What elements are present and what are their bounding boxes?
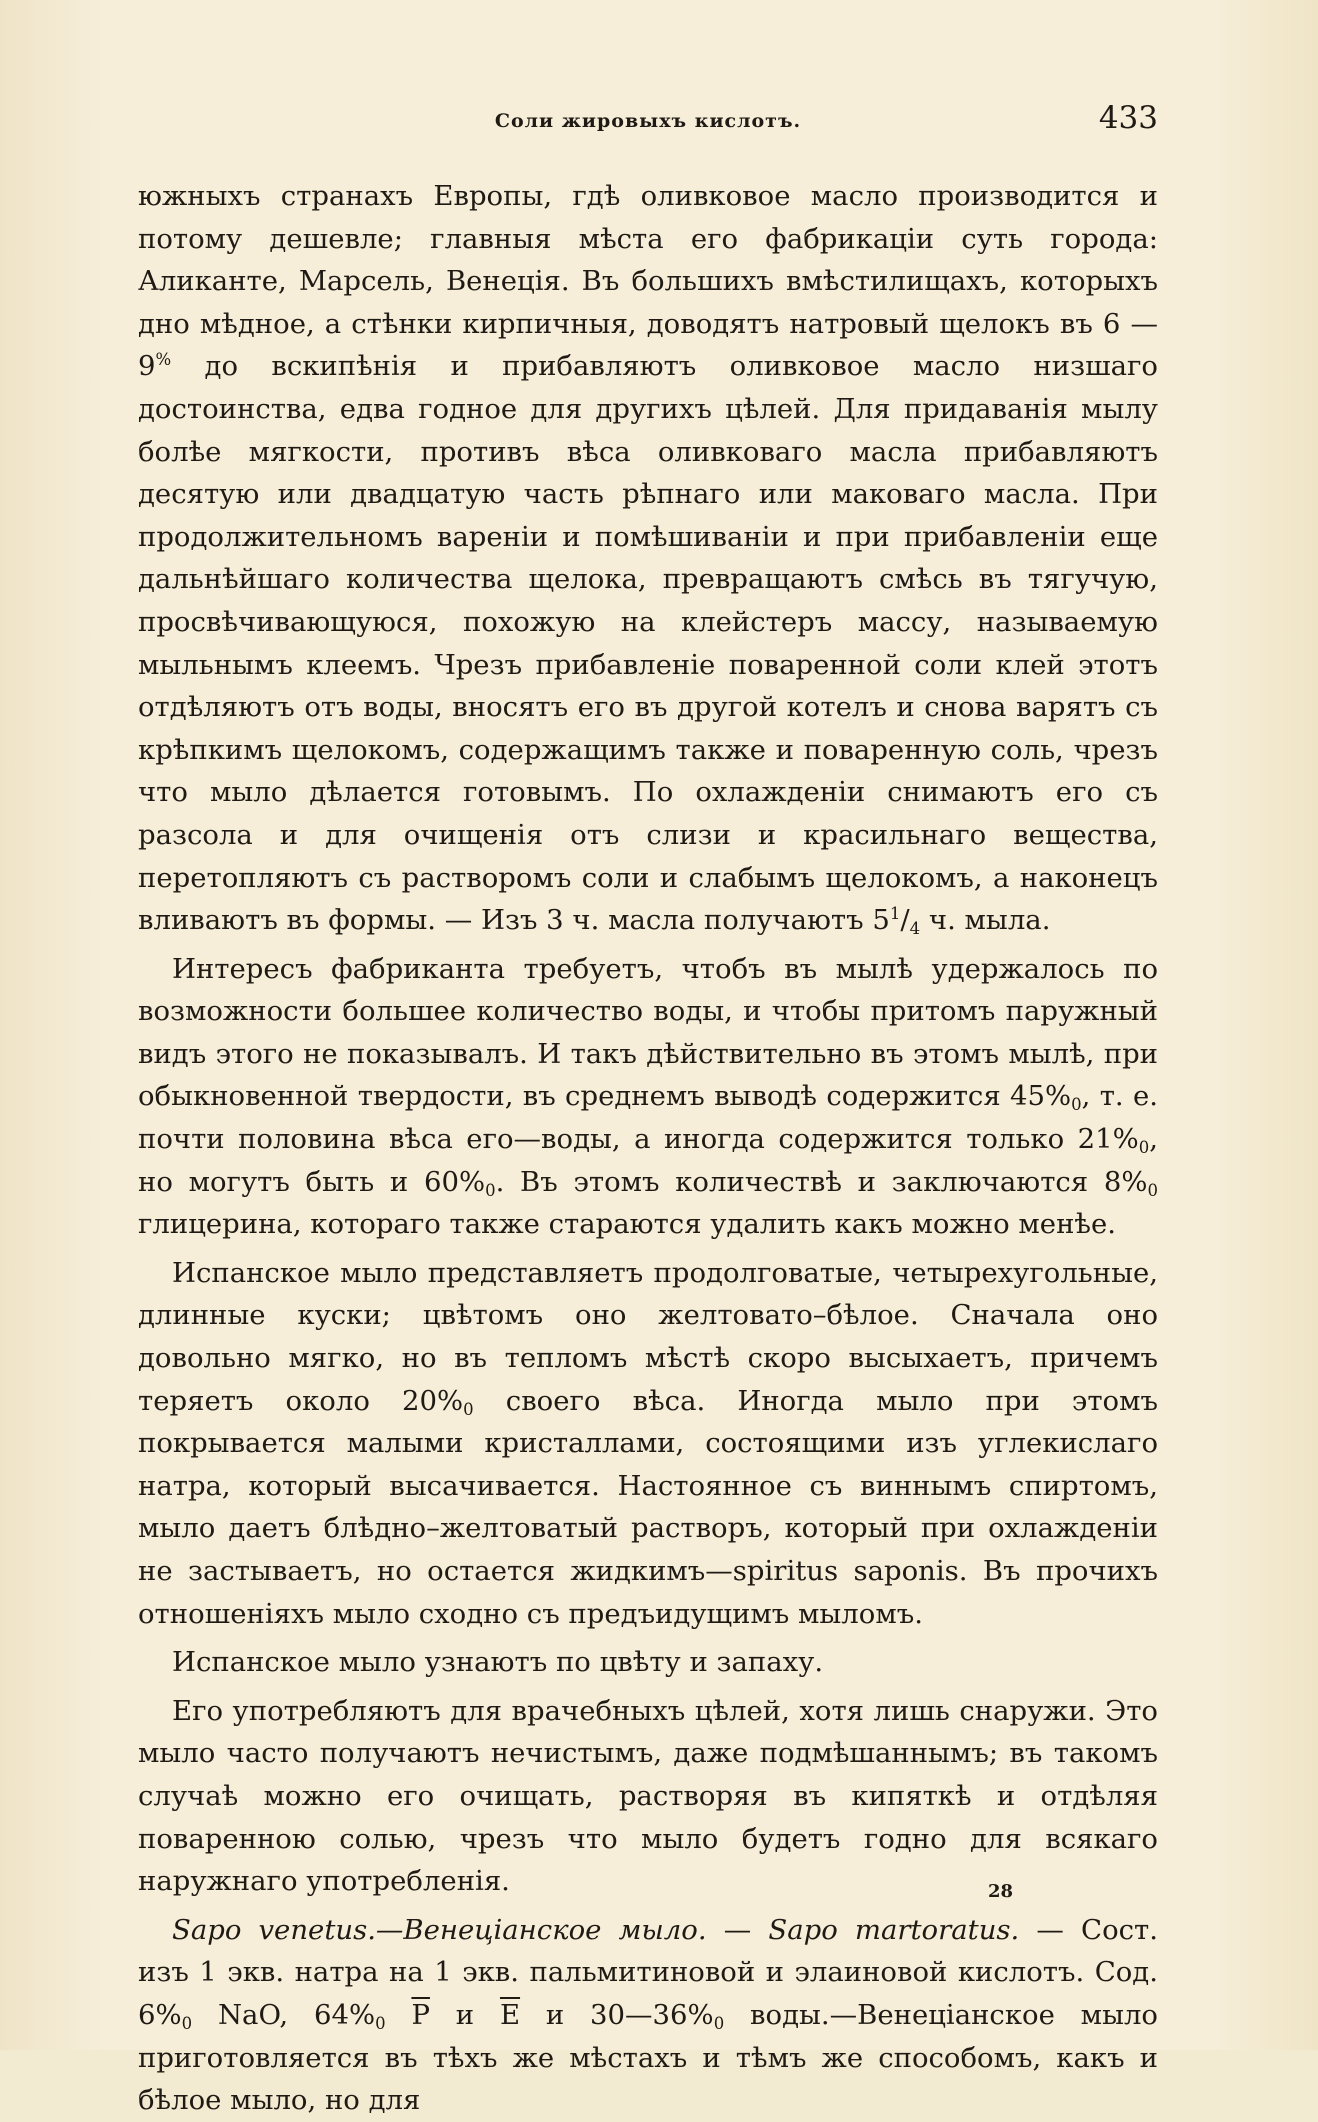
symbol-E: $\overline{E}$: [499, 1998, 521, 2031]
paragraph-6: [138, 1909, 1158, 2122]
paragraph-3-text-a: Испанское мыло представляетъ продолговатые, четырехугольные, длинные куски; цвѣтомъ оно желтовато–бѣлое. Сначала оно довольно мягко, но въ тепломъ мѣстѣ скоро высыхаетъ, причемъ теряетъ около 20: [138, 1256, 1158, 1417]
percent-zero: 0: [485, 1180, 496, 1200]
paragraph-2-text-d: . Въ этомъ количествѣ и заключаются 8: [495, 1165, 1122, 1198]
paragraph-3: [138, 1252, 1158, 1635]
percent-zero: 0: [1147, 1180, 1159, 1200]
percent-zero: 0: [1138, 1138, 1150, 1157]
percent-zero: 0: [463, 1399, 474, 1419]
percent-sign: %: [1121, 1165, 1148, 1198]
fraction-slash: /: [900, 904, 910, 937]
paragraph-2-text-e: глицерина, котораго также стараются удалить какъ можно менѣе.: [138, 1208, 1116, 1241]
latin-name-martoratus: Sapo martoratus.: [768, 1913, 1020, 1946]
paragraph-1-end: ч. мыла.: [920, 904, 1051, 937]
percent-sign: %: [1045, 1080, 1072, 1113]
running-title: Соли жировыхъ кислотъ.: [494, 110, 802, 132]
percent-zero: 0: [1071, 1095, 1082, 1115]
paragraph-1: [138, 175, 1158, 942]
page-number: 433: [1098, 100, 1158, 136]
percent-sign: %: [687, 1998, 714, 2031]
paragraph-1-text: южныхъ странахъ Европы, гдѣ оливковое масло производится и потому дешевле; главныя мѣста его фабрикаціи суть города: Аликанте, Марсель, Венеція. Въ большихъ вмѣстилищахъ, которыхъ дно мѣдное, а стѣнки кирпичныя, доводятъ натровый щелокъ въ 6 — 9: [138, 180, 1158, 383]
percent-sign: %: [155, 1998, 182, 2031]
and-word: и: [429, 1998, 500, 2031]
paragraph-2: [138, 948, 1158, 1246]
percent-sign: %: [437, 1384, 464, 1417]
paragraph-2-text-b: , т. е. почти половина вѣса его—воды, а иногда содержится только 21: [138, 1080, 1158, 1156]
fraction-numerator: 1: [889, 904, 901, 924]
paragraph-6-text-d: воды.—Венеціанское мыло приготовляется въ тѣхъ же мѣстахъ и тѣмъ же способомъ, какъ и бѣлое мыло, но для: [138, 1998, 1158, 2117]
latin-name-venetus: Sapo venetus.—Венеціанское мыло.: [172, 1913, 707, 1946]
paragraph-2-text-a: Интересъ фабриканта требуетъ, чтобъ въ мылѣ удержалось по возможности большее количество воды, и чтобы притомъ паружный видъ этого не показывалъ. И такъ дѣйствительно въ этомъ мылѣ, при обыкновенной твердости, въ среднемъ выводѣ содержится 45: [138, 952, 1158, 1113]
paragraph-3-text-b: своего вѣса. Иногда мыло при этомъ покрывается малыми кристаллами, состоящими изъ углекислаго натра, который высачивается. Настоянное съ виннымъ спиртомъ, мыло даетъ блѣдно–желтоватый растворъ, который при охлажденіи не застываетъ, но остается жидкимъ—spiritus saponis. Въ прочихъ отношеніяхъ мыло сходно съ предъидущимъ мыломъ.: [138, 1384, 1158, 1630]
paragraph-5: Его употребляютъ для врачебныхъ цѣлей, хотя лишь снаружи. Это мыло часто получаютъ нечистымъ, даже подмѣшаннымъ; въ такомъ случаѣ можно его очищать, растворяя въ кипяткѣ и отдѣляя поваренною солью, чрезъ что мыло будетъ годно для всякаго наружнаго употребленія.: [138, 1694, 1158, 1898]
percent-zero: 0: [181, 2013, 193, 2033]
percent-sign: %: [458, 1165, 486, 1198]
percent-zero: 0: [713, 2013, 725, 2033]
percent-sign: %: [155, 350, 172, 370]
percent-zero: 0: [375, 2013, 386, 2033]
paragraph-4: Испанское мыло узнаютъ по цвѣту и запаху.: [172, 1646, 824, 1679]
paragraph-1-text-b: до вскипѣнія и прибавляютъ оливковое масло низшаго достоинства, едва годное для другихъ цѣлей. Для придаванія мылу болѣе мягкости, противъ вѣса оливковаго масла прибавляютъ десятую или двадцатую часть рѣпнаго или маковаго масла. При продолжительномъ вареніи и помѣшиваніи и при прибавленіи еще дальнѣйшаго количества щелока, превращаютъ смѣсь въ тягучую, просвѣчивающуюся, похожую на клейстеръ массу, называемую мыльнымъ клеемъ. Чрезъ прибавленіе поваренной соли клей этотъ отдѣляютъ отъ воды, вносятъ его въ другой котелъ и снова варятъ съ крѣпкимъ щелокомъ, содержащимъ также и поваренную соль, чрезъ что мыло дѣлается готовымъ. По охлажденіи снимаютъ его съ разсола и для очищенія отъ слизи и красильнаго вещества, перетопляютъ съ растворомъ соли и слабымъ щелокомъ, а наконецъ вливаютъ въ формы. — Изъ 3 ч. масла получаютъ 5: [138, 350, 1158, 937]
percent-sign: %: [1112, 1123, 1139, 1156]
dash: —: [706, 1913, 769, 1946]
paragraph-6-text-b: NaO, 64: [192, 1998, 349, 2031]
paragraph-2-text-c: , но могутъ быть и 60: [138, 1123, 1158, 1198]
signature-mark: 28: [988, 1881, 1014, 1902]
symbol-P: $\overline{P}$: [411, 1998, 430, 2031]
fraction-denominator: 4: [909, 919, 921, 939]
body-text: [138, 175, 1158, 2122]
paragraph-6-text-c: и 30—36: [520, 1998, 688, 2031]
paragraph-6-text-a: — Сост. изъ 1 экв. натра на 1 экв. пальмитиновой и элаиновой кислотъ. Сод. 6: [138, 1913, 1158, 2031]
percent-sign: %: [348, 1998, 376, 2031]
page-header: [138, 100, 1158, 144]
